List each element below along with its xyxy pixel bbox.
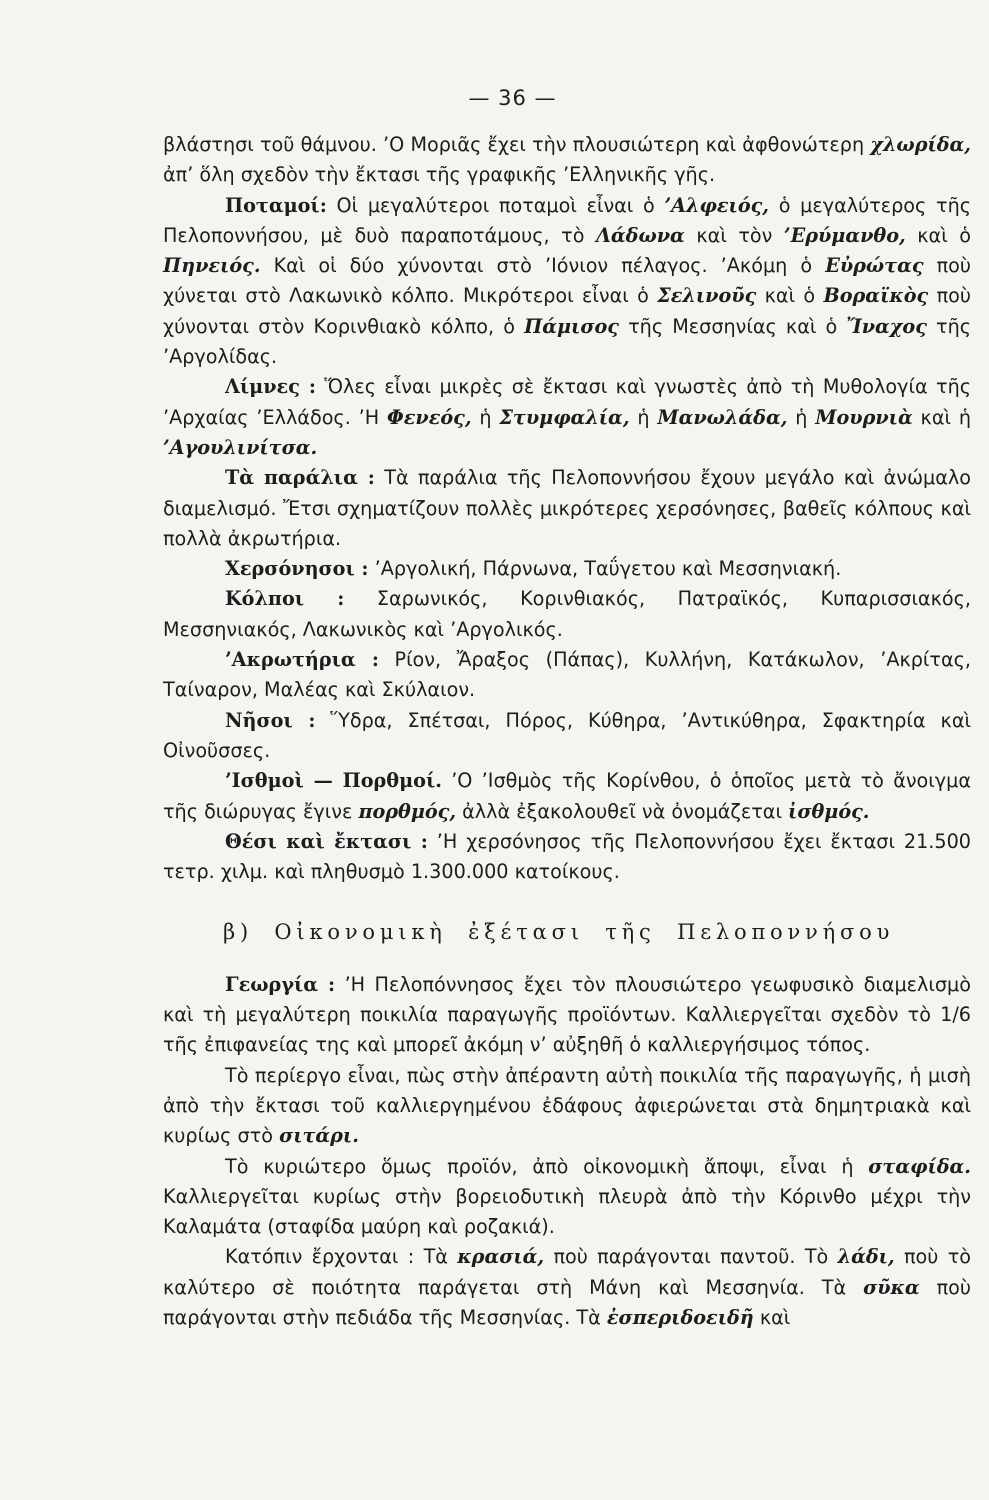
term: σιτάρι.	[279, 1124, 359, 1148]
text: ποὺ παράγονται παντοῦ. Τὸ	[544, 1245, 838, 1269]
text: Καὶ οἱ δύο χύνονται στὸ ’Ιόνιον πέλαγος. ’Ακόμη ὁ	[260, 254, 826, 278]
term: Μουρνιὰ	[815, 405, 913, 429]
text: Ὕδρα, Σπέτσαι, Πόρος, Κύθηρα, ’Αντικύθηρα, Σφακτηρία καὶ Οἰνοῦσσες.	[163, 708, 972, 762]
paragraph-peninsulas	[163, 554, 971, 584]
paragraph-isthmus	[163, 766, 971, 827]
lakes-heading: Λίμνες :	[225, 375, 316, 399]
term: Σελινοῦς	[657, 284, 757, 308]
term: λάδι,	[837, 1245, 895, 1269]
text: ἀπ’ ὅλη σχεδὸν τὴν ἔκτασι τῆς γραφικῆς ’Ελληνικῆς γῆς.	[163, 163, 716, 187]
text: τῆς ’Αργολίδας.	[163, 314, 972, 369]
term: Πάμισος	[524, 314, 619, 338]
position-heading: Θέσι καὶ ἔκτασι :	[225, 829, 428, 853]
paragraph-agriculture	[163, 970, 971, 1061]
term: Βοραϊκὸς	[823, 284, 929, 308]
text: ὁ μεγαλύτερος τῆς Πελοποννήσου, μὲ δυὸ παραποτάμους, τὸ	[163, 193, 971, 247]
term: ’Αλφειός,	[664, 193, 769, 217]
paragraph-gulfs	[163, 584, 971, 645]
text: Τὸ κυριώτερο ὅμως προϊόν, ἀπὸ οἰκονομικὴ ἄποψι, εἶναι ἡ	[225, 1154, 869, 1178]
term: Φενεός,	[387, 405, 472, 429]
paragraph-other-products	[163, 1242, 971, 1333]
text: Οἱ μεγαλύτεροι ποταμοὶ εἶναι ὁ	[326, 193, 665, 217]
text: Ὅλες εἶναι μικρὲς σὲ ἔκτασι καὶ γνωστὲς ἀπὸ τὴ Μυθολογία τῆς ’Αρχαίας ’Ελλάδος. ’Η	[163, 375, 971, 429]
text: Καλλιεργεῖται κυρίως στὴν βορειοδυτικὴ πλευρὰ ἀπὸ τὴν Κόρινθο μέχρι τὴν Καλαμάτα (σταφίδα μαύρη καὶ ροζακιά).	[163, 1184, 971, 1239]
term: Ἴναχος	[846, 314, 927, 338]
term: ἐσπεριδοειδῆ	[606, 1305, 754, 1329]
coasts-heading: Τὰ παράλια :	[225, 466, 375, 490]
term: πορθμός,	[358, 799, 457, 823]
term: Πηνειός.	[163, 254, 261, 278]
text: ’Η Πελοπόννησος ἔχει τὸν πλουσιώτερο γεωφυσικὸ διαμελισμὸ καὶ τὴ μεγαλύτερη ποικιλία παραγωγῆς προϊόντων. Καλλιεργεῖται σχεδὸν τὸ 1/6 τῆς ἐπιφανείας της καὶ μπορεῖ ἀκόμη ν’ αὐξηθῆ ὁ καλλιεργήσιμος τόπος.	[163, 972, 971, 1057]
paragraph-lakes	[163, 372, 971, 463]
text: Τὸ περίεργο εἶναι, πὼς στὴν ἀπέραντη αὐτὴ ποικιλία τῆς παραγωγῆς, ἡ μισὴ ἀπὸ τὴν ἔκτασι τοῦ καλλιεργημένου ἐδάφους ἀφιερώνεται στὰ δημητριακὰ καὶ κυρίως στὸ	[163, 1063, 971, 1148]
text: καὶ ὁ	[756, 284, 824, 308]
paragraph-position	[163, 827, 971, 888]
paragraph-capes	[163, 645, 971, 706]
term: Στυμφαλία,	[499, 405, 630, 429]
paragraph-rivers	[163, 191, 971, 373]
text: καὶ ἡ	[912, 405, 971, 429]
term: σταφίδα.	[868, 1154, 971, 1178]
isthmus-heading: ’Ισθμοὶ — Πορθμοί.	[225, 769, 442, 793]
paragraph-coasts	[163, 463, 971, 554]
paragraph-strange	[163, 1061, 971, 1152]
islands-heading: Νῆσοι :	[225, 708, 316, 732]
text: ’Αργολική, Πάρνωνα, Ταΰγετου καὶ Μεσσηνιακή.	[368, 557, 842, 581]
rivers-heading: Ποταμοί:	[225, 193, 327, 217]
section-title: β) Οἰκονομικὴ ἐξέτασι τῆς Πελοποννήσου	[223, 920, 895, 945]
text: ποὺ τὸ καλύτερο σὲ ποιότητα παράγεται στὴ Μάνη καὶ Μεσσηνία. Τὰ	[163, 1245, 971, 1299]
text: ἀλλὰ ἐξακολουθεῖ νὰ ὀνομάζεται	[456, 799, 789, 823]
text: ποὺ χύνονται στὸν Κορινθιακὸ κόλπο, ὁ	[163, 284, 971, 338]
paragraph-vegetation	[163, 130, 971, 191]
term: ἰσθμός.	[788, 799, 870, 823]
text: ποὺ παράγονται στὴν πεδιάδα τῆς Μεσσηνίας. Τὰ	[163, 1275, 971, 1329]
term: χλωρίδα,	[870, 133, 971, 156]
term: Λάδωνα	[596, 223, 685, 247]
text: καὶ τὸν	[684, 223, 784, 247]
text: Κατόπιν ἔρχονται : Τὰ	[225, 1245, 458, 1269]
agriculture-heading: Γεωργία :	[225, 972, 336, 996]
term: ’Αγουλινίτσα.	[163, 435, 318, 459]
text: καὶ	[753, 1305, 791, 1329]
text: βλάστησι τοῦ θάμνου. ’Ο Μοριᾶς ἔχει τὴν πλουσιώτερη καὶ ἀφθονώτερη	[163, 133, 871, 156]
page-body	[163, 130, 971, 1333]
page-number: — 36 —	[468, 86, 557, 110]
paragraph-islands	[163, 706, 971, 767]
gulfs-heading: Κόλποι :	[225, 587, 345, 611]
term: ’Ερύμανθο,	[783, 223, 906, 247]
text: ποὺ χύνεται στὸ Λακωνικὸ κόλπο. Μικρότεροι εἶναι ὁ	[163, 254, 971, 308]
term: σῦκα	[863, 1275, 920, 1299]
text: ’Η χερσόνησος τῆς Πελοποννήσου ἔχει ἔκτασι 21.500 τετρ. χιλμ. καὶ πληθυσμὸ 1.300.000 κατοίκους.	[163, 829, 971, 884]
text: ἡ	[787, 405, 816, 429]
text: τῆς Μεσσηνίας καὶ ὁ	[618, 314, 847, 338]
capes-heading: ’Ακρωτήρια :	[225, 648, 379, 672]
text: ’Ο ’Ισθμὸς τῆς Κορίνθου, ὁ ὁποῖος μετὰ τὸ ἄνοιγμα τῆς διώρυγας ἔγινε	[163, 769, 972, 823]
text: καὶ ὁ	[905, 223, 971, 247]
term: κρασιά,	[457, 1245, 545, 1269]
text: ἡ	[629, 405, 658, 429]
text: ἡ	[471, 405, 500, 429]
term: Εὐρώτας	[825, 254, 924, 278]
text: Τὰ παράλια τῆς Πελοποννήσου ἔχουν μεγάλο καὶ ἀνώμαλο διαμελισμό. Ἔτσι σχηματίζουν πολλὲς μικρότερες χερσόνησες, βαθεῖς κόλπους καὶ πολλὰ ἀκρωτήρια.	[163, 466, 972, 550]
peninsulas-heading: Χερσόνησοι :	[225, 557, 369, 581]
text: Σαρωνικός, Κορινθιακός, Πατραϊκός, Κυπαρισσιακός, Μεσσηνιακός, Λακωνικὸς καὶ ’Αργολικός.	[163, 587, 971, 641]
text: Ρίον, Ἄραξος (Πάπας), Κυλλήνη, Κατάκωλον, ’Ακρίτας, Ταίναρον, Μαλέας καὶ Σκύλαιον.	[163, 648, 971, 702]
paragraph-main-product	[163, 1152, 971, 1243]
term: Μανωλάδα,	[657, 405, 788, 429]
